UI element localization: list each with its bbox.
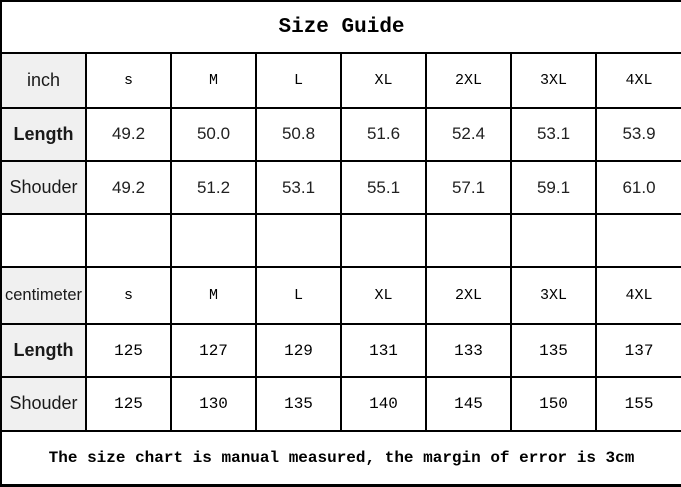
cm-shoulder-row [1,377,681,430]
cm-length-row [1,324,681,377]
length-inch-xl: 51.6 [341,108,426,161]
empty-cell [596,214,681,266]
empty-cell [171,214,256,266]
shoulder-inch-l: 53.1 [256,161,341,214]
footer-note: The size chart is manual measured, the margin of error is 3cm [1,431,681,486]
empty-cell [1,214,86,266]
shoulder-inch-xl: 55.1 [341,161,426,214]
length-inch-3xl: 53.1 [511,108,596,161]
footer-row [1,431,681,486]
length-cm-3xl: 135 [511,324,596,377]
inch-shoulder-row [1,161,681,214]
size-header-xl: XL [341,53,426,107]
shoulder-inch-s: 49.2 [86,161,171,214]
empty-cell [256,214,341,266]
length-inch-s: 49.2 [86,108,171,161]
inch-length-row [1,108,681,161]
row-label-shoulder-cm: Shouder [1,377,86,430]
length-inch-l: 50.8 [256,108,341,161]
size-header-2xl: 2XL [426,267,511,324]
title-cell [1,1,681,53]
empty-cell [86,214,171,266]
shoulder-cm-l: 135 [256,377,341,430]
shoulder-cm-s: 125 [86,377,171,430]
size-header-s: s [86,53,171,107]
size-header-3xl: 3XL [511,53,596,107]
empty-cell [511,214,596,266]
shoulder-inch-4xl: 61.0 [596,161,681,214]
spacer-row [1,214,681,266]
shoulder-inch-m: 51.2 [171,161,256,214]
length-cm-xl: 131 [341,324,426,377]
empty-cell [341,214,426,266]
inch-size-header-row [1,53,681,107]
row-label-length-cm: Length [1,324,86,377]
size-header-l: L [256,53,341,107]
size-header-m: M [171,53,256,107]
length-inch-4xl: 53.9 [596,108,681,161]
unit-label-inch: inch [1,53,86,107]
size-header-2xl: 2XL [426,53,511,107]
size-header-xl: XL [341,267,426,324]
length-cm-4xl: 137 [596,324,681,377]
size-header-s: s [86,267,171,324]
size-header-4xl: 4XL [596,267,681,324]
empty-cell [426,214,511,266]
length-cm-l: 129 [256,324,341,377]
shoulder-cm-4xl: 155 [596,377,681,430]
page-title: Size Guide [278,15,405,39]
size-header-3xl: 3XL [511,267,596,324]
row-label-shoulder-inch: Shouder [1,161,86,214]
size-header-m: M [171,267,256,324]
size-header-4xl: 4XL [596,53,681,107]
cm-size-header-row [1,267,681,324]
unit-label-centimeter: centimeter [1,267,86,324]
length-inch-m: 50.0 [171,108,256,161]
length-cm-s: 125 [86,324,171,377]
shoulder-inch-3xl: 59.1 [511,161,596,214]
row-label-length-inch: Length [1,108,86,161]
shoulder-cm-xl: 140 [341,377,426,430]
shoulder-inch-2xl: 57.1 [426,161,511,214]
shoulder-cm-m: 130 [171,377,256,430]
size-header-l: L [256,267,341,324]
length-cm-2xl: 133 [426,324,511,377]
shoulder-cm-2xl: 145 [426,377,511,430]
shoulder-cm-3xl: 150 [511,377,596,430]
title-row [1,1,681,53]
length-inch-2xl: 52.4 [426,108,511,161]
length-cm-m: 127 [171,324,256,377]
